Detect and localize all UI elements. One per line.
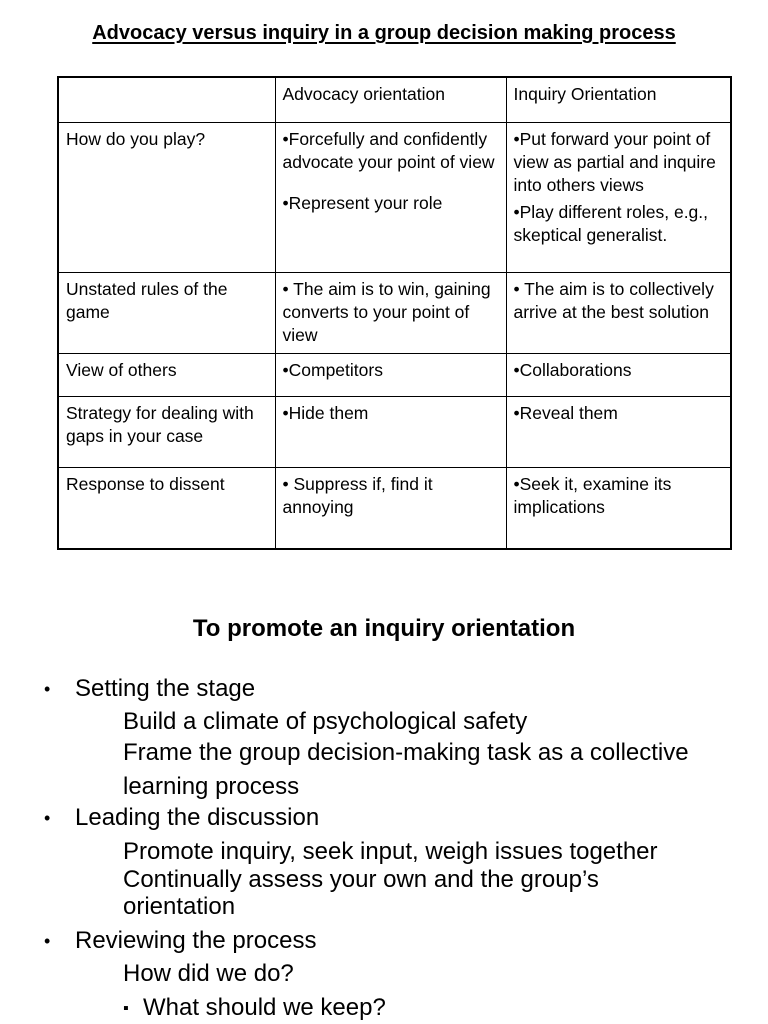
row-label: Response to dissent <box>58 467 275 549</box>
list-item-label: Reviewing the process <box>75 927 317 954</box>
sub-list-item: Promote inquiry, seek input, weigh issues together <box>123 838 658 865</box>
advocacy-cell: •Competitors <box>275 353 506 396</box>
sub-sub-list-item <box>123 994 386 1023</box>
list-item <box>44 804 319 832</box>
bullet-icon: • <box>44 679 51 699</box>
comparison-table <box>57 76 732 550</box>
square-bullet-icon: ▪ <box>123 1000 129 1017</box>
row-label: Unstated rules of the game <box>58 272 275 353</box>
table-row <box>58 467 731 549</box>
sub-list-item: Frame the group decision-making task as a collective learning process <box>123 739 689 800</box>
bullet-icon: • <box>44 808 51 828</box>
cell-text: •Put forward your point of view as partial and inquire into others views <box>513 128 716 195</box>
list-item-label: Setting the stage <box>75 675 256 702</box>
advocacy-cell: • The aim is to win, gaining converts to your point of view <box>275 272 506 353</box>
row-label: How do you play? <box>58 122 275 272</box>
cell-text: •Forcefully and confidently advocate your point of view <box>282 128 495 172</box>
table-row <box>58 353 731 396</box>
list-item <box>44 927 316 955</box>
inquiry-cell: • The aim is to collectively arrive at the best solution <box>506 272 731 353</box>
sub-list-item: Build a climate of psychological safety <box>123 708 528 735</box>
cell-text: •Represent your role <box>282 192 443 213</box>
inquiry-cell <box>506 122 731 272</box>
document-title: Advocacy versus inquiry in a group decision making process <box>92 22 676 44</box>
list-item <box>44 675 255 703</box>
cell-text: •Play different roles, e.g., skeptical generalist. <box>513 201 709 245</box>
inquiry-cell: •Reveal them <box>506 396 731 467</box>
header-cell-inquiry: Inquiry Orientation <box>506 77 731 122</box>
table-header-row <box>58 77 731 122</box>
advocacy-cell: • Suppress if, find it annoying <box>275 467 506 549</box>
sub-list-item: Continually assess your own and the group’s orientation <box>123 866 599 920</box>
row-label: Strategy for dealing with gaps in your case <box>58 396 275 467</box>
bullet-icon: • <box>44 931 51 951</box>
inquiry-cell: •Seek it, examine its implications <box>506 467 731 549</box>
sub-list-item: How did we do? <box>123 960 294 987</box>
list-item-label: Leading the discussion <box>75 804 320 831</box>
header-cell-advocacy: Advocacy orientation <box>275 77 506 122</box>
section-title: To promote an inquiry orientation <box>192 615 576 642</box>
header-cell-empty <box>58 77 275 122</box>
table-row <box>58 122 731 272</box>
inquiry-cell: •Collaborations <box>506 353 731 396</box>
advocacy-cell: •Hide them <box>275 396 506 467</box>
table-row <box>58 272 731 353</box>
table-row <box>58 396 731 467</box>
row-label: View of others <box>58 353 275 396</box>
sub-sub-list-label: What should we keep? <box>143 994 386 1021</box>
advocacy-cell <box>275 122 506 272</box>
